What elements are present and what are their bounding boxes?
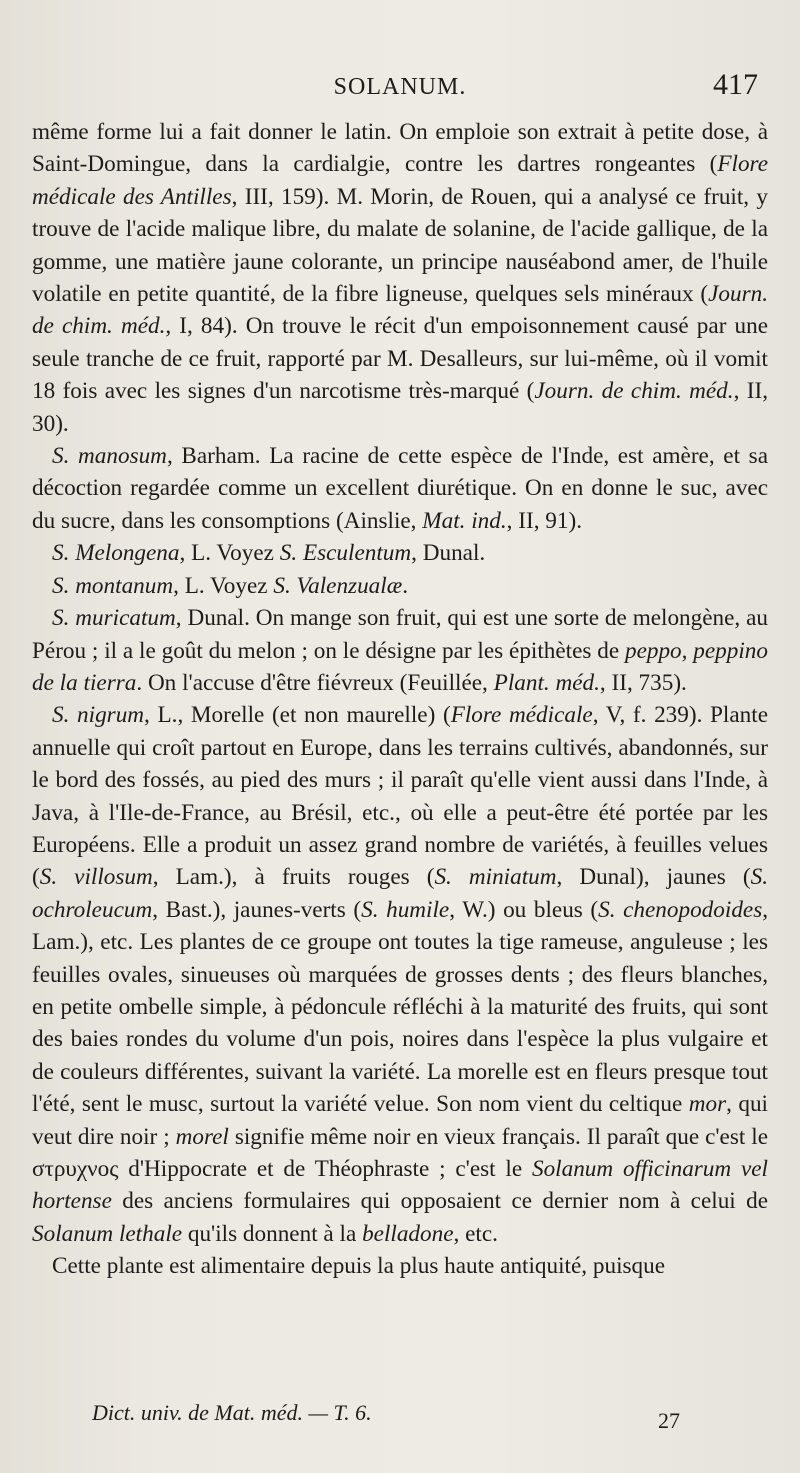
- italic-term: Journ. de chim. méd.: [534, 378, 734, 405]
- page-number: 417: [713, 68, 758, 101]
- text-run: même forme lui a fait donner le latin. On emploie son extrait à petite dose, à Saint-Domingue, dans la cardialgie, contre les dartres rongeantes (: [32, 119, 768, 178]
- text-run: , Dunal), jaunes (: [556, 864, 751, 891]
- italic-term: Flore médicale des Antilles: [32, 151, 768, 210]
- paragraph-s-montanum: [32, 570, 768, 602]
- text-run: , Barham. La racine de cette espèce de l'Inde, est amère, et sa décoction regardée comme un excellent diurétique. On en donne le suc, avec du sucre, dans les consomptions (Ainslie,: [32, 443, 768, 534]
- signature-mark: Dict. univ. de Mat. méd. — T. 6.: [92, 1400, 372, 1425]
- italic-term: S. chenopodoides: [598, 896, 763, 923]
- text-run: signifie même noir en vieux français. Il paraît que c'est le στρυχνος d'Hippocrate et de Théophraste ; c'est le: [32, 1123, 768, 1182]
- paragraph-s-nigrum: [32, 699, 768, 1250]
- text-run: des anciens formulaires qui opposaient ce dernier nom à celui de: [111, 1188, 768, 1215]
- text-run: , L. Voyez: [173, 572, 274, 599]
- paragraph-s-muricatum: [32, 602, 768, 699]
- text-run: , L., Morelle (et non maurelle) (: [144, 702, 451, 729]
- text-run: , Lam.), à fruits rouges (: [152, 864, 435, 891]
- text-run: , W.) ou bleus (: [449, 896, 599, 923]
- italic-term: Flore médicale: [450, 702, 593, 729]
- italic-term: belladone: [362, 1220, 454, 1247]
- italic-term: S. Melongena: [52, 540, 180, 567]
- paragraph-alimentaire: [32, 1250, 768, 1282]
- text-run: , Dunal. On mange son fruit, qui est une sorte de melongène, au Pérou ; il a le goût du melon ; on le désigne par les épithètes de: [32, 605, 768, 664]
- italic-term: Mat. ind.: [422, 507, 507, 534]
- text-run: , III, 159). M. Morin, de Rouen, qui a analysé ce fruit, y trouve de l'acide malique libre, du malate de solanine, de l'acide gallique, de la gomme, une matière jaune colorante, un principe nauséabond amer, de l'huile volatile en petite quantité, de la fibre ligneuse, quelques sels minéraux (: [32, 183, 768, 308]
- text-run: , etc.: [453, 1220, 498, 1247]
- text-run: , L. Voyez: [179, 540, 280, 567]
- text-run: , Bast.), jaunes-verts (: [152, 896, 362, 923]
- italic-term: S. miniatum: [434, 864, 557, 891]
- text-run: , II, 735).: [599, 669, 687, 696]
- text-run: , Lam.), etc. Les plantes de ce groupe ont toutes la tige rameuse, anguleuse ; les feuilles ovales, sinueuses où marquées de grosses dents ; des fleurs blanches, en petite ombelle simple, à pédoncule réfléchi à la maturité des fruits, qui sont des baies rondes du volume d'un pois, noires dans l'espèce la plus vulgaire et de couleurs différentes, suivant la variété. La morelle est en fleurs presque tout l'été, sent le musc, surtout la variété velue. Son nom vient du celtique: [32, 896, 769, 1118]
- text-run: . On l'accuse d'être fiévreux (Feuillée,: [136, 669, 494, 696]
- text-run: , II, 91).: [506, 507, 582, 534]
- italic-term: Solanum officinarum vel hortense: [32, 1156, 768, 1215]
- italic-term: morel: [175, 1123, 229, 1150]
- italic-term: Plant. méd.: [493, 669, 600, 696]
- italic-term: Solanum lethale: [32, 1220, 183, 1247]
- italic-term: S. villosum: [39, 864, 153, 891]
- italic-term: mor: [688, 1091, 727, 1118]
- page-header: [32, 68, 768, 116]
- italic-term: S. manosum: [52, 443, 167, 470]
- text-run: qu'ils donnent à la: [182, 1220, 363, 1247]
- text-run: , V, f. 239). Plante annuelle qui croît partout en Europe, dans les terrains cultivés, abandonnés, sur le bord des fossés, au pied des murs ; il paraît qu'elle vient aussi dans l'Inde, à Java, à l'Ile-de-France, au Brésil, etc., où elle a peut-être été portée par les Européens. Elle a produit un assez grand nombre de variétés, à feuilles velues (: [32, 702, 768, 891]
- italic-term: S. Esculentum: [279, 540, 412, 567]
- italic-term: S. montanum: [52, 572, 174, 599]
- italic-term: S. ochroleucum: [32, 864, 768, 923]
- paragraph-s-manosum: [32, 440, 768, 537]
- signature-number: 27: [658, 1408, 680, 1433]
- text-run: , Dunal.: [411, 540, 486, 567]
- text-run: Cette plante est alimentaire depuis la plus haute antiquité, puisque: [52, 1253, 666, 1280]
- italic-term: S. nigrum: [52, 702, 145, 729]
- paragraph-continued: [32, 116, 768, 440]
- text-run: , qui veut dire noir ;: [32, 1091, 768, 1150]
- italic-term: S. humile: [361, 896, 450, 923]
- italic-term: S. Valenzualæ: [273, 572, 403, 599]
- text-run: .: [402, 572, 408, 599]
- italic-term: S. muricatum: [52, 605, 176, 632]
- italic-term: Journ. de chim. méd.: [32, 281, 768, 340]
- text-run: , II, 30).: [32, 378, 768, 437]
- text-run: , I, 84). On trouve le récit d'un empoisonnement causé par une seule tranche de ce fruit, rapporté par M. Desalleurs, sur lui-même, où il vomit 18 fois avec les signes d'un narcotisme très-marqué (: [32, 313, 768, 405]
- italic-term: peppo, peppino de la tierra: [32, 637, 768, 696]
- running-title: SOLANUM.: [333, 74, 467, 100]
- paragraph-s-melongena: [32, 537, 768, 569]
- body-text: [32, 116, 768, 1283]
